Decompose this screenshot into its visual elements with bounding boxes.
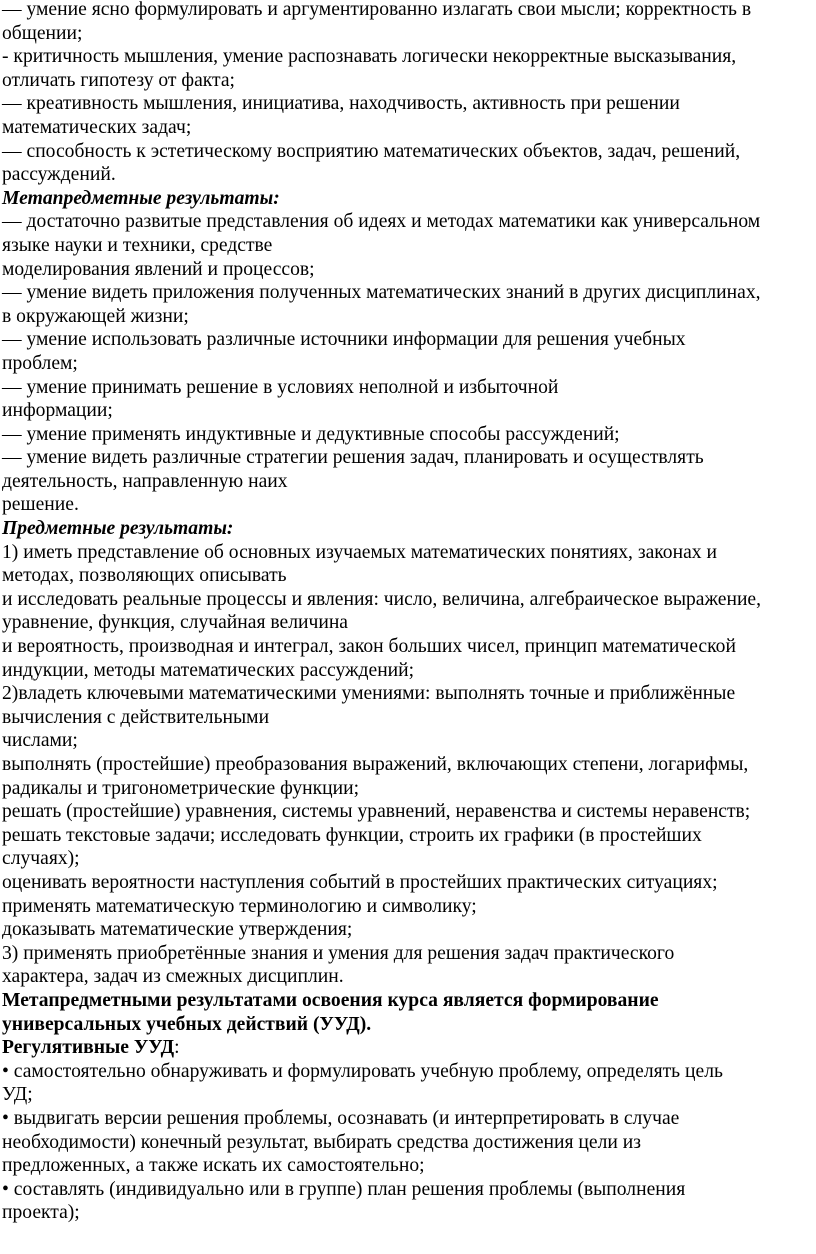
text-line: — достаточно развитые представления об идеях и методах математики как универсальном xyxy=(2,211,761,233)
text-line: — умение видеть приложения полученных математических знаний в других дисциплинах, xyxy=(2,282,761,304)
text-line: деятельность, направленную наих xyxy=(2,470,288,492)
text-line: и исследовать реальные процессы и явления: число, величина, алгебраическое выражение, xyxy=(2,588,762,610)
section-heading: Метапредметные результаты: xyxy=(2,187,280,209)
text-line: — умение применять индуктивные и дедуктивные способы рассуждений; xyxy=(2,423,620,445)
text-line: рассуждений. xyxy=(2,164,116,186)
text-line: и вероятность, производная и интеграл, закон больших чисел, принцип математической xyxy=(2,636,736,658)
text-line: характера, задач из смежных дисциплин. xyxy=(2,966,344,988)
text-line: — умение использовать различные источники информации для решения учебных xyxy=(2,329,686,351)
text-line: математических задач; xyxy=(2,116,192,138)
text-line: — креативность мышления, инициатива, находчивость, активность при решении xyxy=(2,93,680,115)
text-line: 1) иметь представление об основных изучаемых математических понятиях, законах и xyxy=(2,541,717,563)
text-line: случаях); xyxy=(2,848,80,870)
text-line: оценивать вероятности наступления событий в простейших практических ситуациях; xyxy=(2,871,718,893)
text-line: выполнять (простейшие) преобразования выражений, включающих степени, логарифмы, xyxy=(2,754,749,775)
text-line: • составлять (индивидуально или в группе) план решения проблемы (выполнения xyxy=(2,1178,686,1200)
text-line: в окружающей жизни; xyxy=(2,305,189,327)
text-line: индукции, методы математических рассуждений; xyxy=(2,659,415,681)
text-line: предложенных, а также искать их самостоятельно; xyxy=(2,1155,425,1177)
text-line: радикалы и тригонометрические функции; xyxy=(2,777,360,799)
text-line: вычисления с действительными xyxy=(2,706,270,728)
text-line: решать (простейшие) уравнения, системы уравнений, неравенства и системы неравенств; xyxy=(2,801,751,823)
text-line: информации; xyxy=(2,400,113,422)
text-line: 2)владеть ключевыми математическими умениями: выполнять точные и приближённые xyxy=(2,683,736,705)
text-line: УД; xyxy=(2,1084,33,1106)
text-line: применять математическую терминологию и символику; xyxy=(2,895,477,917)
text-line: необходимости) конечный результат, выбирать средства достижения цели из xyxy=(2,1131,641,1153)
text-line: проблем; xyxy=(2,352,78,374)
text-line: — умение видеть различные стратегии решения задач, планировать и осуществлять xyxy=(2,447,704,469)
text-line: 3) применять приобретённые знания и умения для решения задач практического xyxy=(2,942,675,964)
text-line: — умение ясно формулировать и аргументированно излагать свои мысли; корректность в xyxy=(2,0,752,20)
subsection-heading-colon: : xyxy=(174,1037,180,1059)
text-line: — способность к эстетическому восприятию математических объектов, задач, решений, xyxy=(2,140,741,162)
text-line: проекта); xyxy=(2,1202,80,1224)
text-line: решение. xyxy=(2,494,79,516)
subsection-heading-label: Регулятивные УУД xyxy=(2,1037,175,1059)
section-heading: Предметные результаты: xyxy=(2,518,234,540)
text-line: решать текстовые задачи; исследовать функции, строить их графики (в простейших xyxy=(2,824,702,846)
text-line: моделирования явлений и процессов; xyxy=(2,258,315,280)
text-line: языке науки и техники, средстве xyxy=(2,234,273,256)
text-line: — умение принимать решение в условиях неполной и избыточной xyxy=(2,376,559,398)
bold-heading-line: Метапредметными результатами освоения курса является формирование xyxy=(2,989,659,1011)
text-line: доказывать математические утверждения; xyxy=(2,919,353,941)
text-line: числами; xyxy=(2,730,78,752)
text-line: • выдвигать версии решения проблемы, осознавать (и интерпретировать в случае xyxy=(2,1107,680,1129)
text-line: общении; xyxy=(2,22,83,44)
bold-heading-line: универсальных учебных действий (УУД). xyxy=(2,1013,372,1035)
text-line: уравнение, функция, случайная величина xyxy=(2,612,348,634)
subsection-heading xyxy=(2,1036,814,1060)
text-line: - критичность мышления, умение распознавать логически некорректные высказывания, xyxy=(2,46,737,68)
text-line: • самостоятельно обнаруживать и формулировать учебную проблему, определять цель xyxy=(2,1060,723,1082)
text-line: методах, позволяющих описывать xyxy=(2,565,287,587)
text-line: отличать гипотезу от факта; xyxy=(2,69,235,91)
